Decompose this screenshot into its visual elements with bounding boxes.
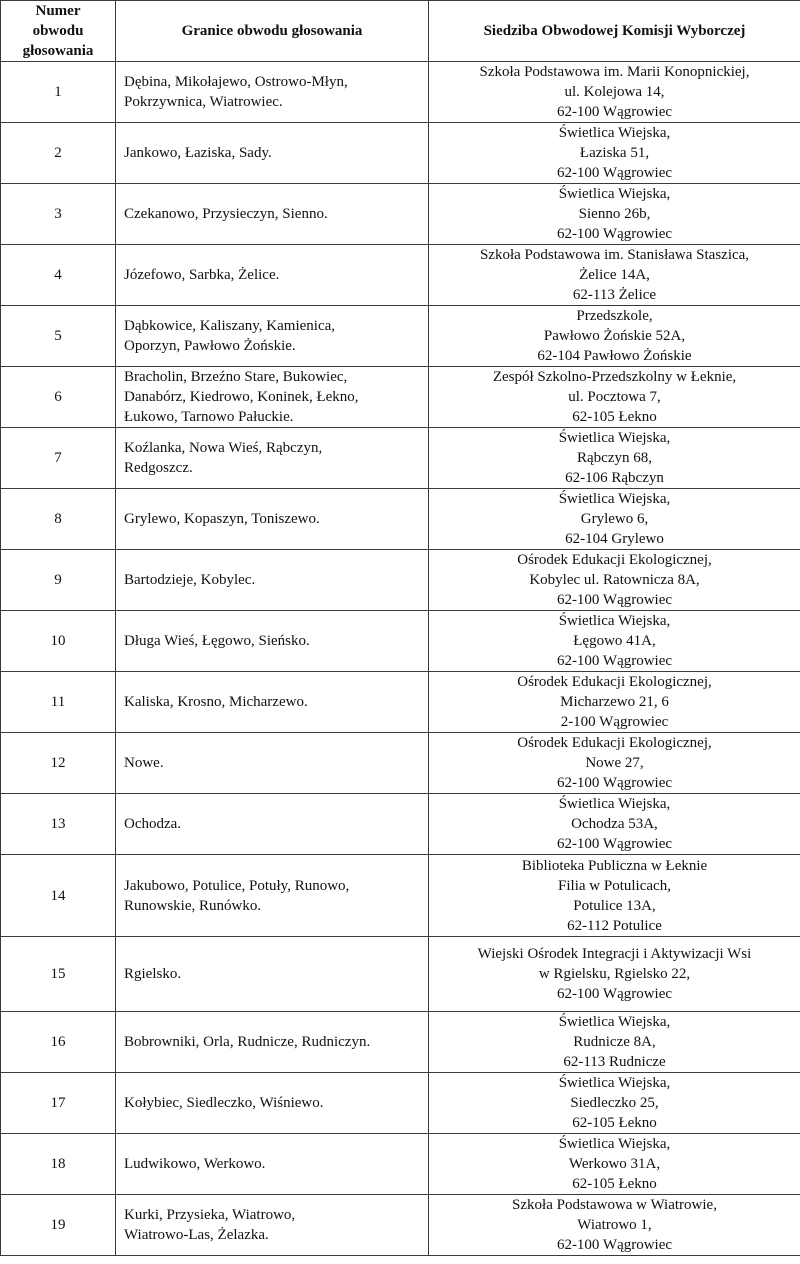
seat-line: Świetlica Wiejska, [558,491,671,507]
table-row [1,428,800,489]
boundaries-line: Józefowo, Sarbka, Żelice. [124,267,280,283]
district-boundaries [116,245,429,306]
commission-seat [429,1073,800,1134]
seat-line: Świetlica Wiejska, [558,1075,671,1091]
seat-line: Sienno 26b, [578,206,651,222]
seat-line: 62-100 Wągrowiec [556,104,673,120]
seat-line: 62-100 Wągrowiec [556,165,673,181]
district-boundaries [116,733,429,794]
seat-line: Świetlica Wiejska, [558,1014,671,1030]
seat-line: Łaziska 51, [579,145,650,161]
boundaries-line: Dąbkowice, Kaliszany, Kamienica, [124,318,336,334]
table-row [1,937,800,1012]
seat-line: Świetlica Wiejska, [558,613,671,629]
district-boundaries [116,62,429,123]
table-row [1,550,800,611]
seat-line: Rudnicze 8A, [573,1034,656,1050]
district-number: 4 [1,245,116,306]
seat-line: Szkoła Podstawowa im. Marii Konopnickiej, [479,64,750,80]
commission-seat [429,123,800,184]
seat-line: Wiatrowo 1, [577,1217,652,1233]
table-body [1,62,800,1256]
seat-line: Ochodza 53A, [571,816,658,832]
district-boundaries [116,1073,429,1134]
district-boundaries [116,306,429,367]
district-boundaries [116,937,429,1012]
commission-seat [429,937,800,1012]
seat-line: 62-100 Wągrowiec [556,1237,673,1253]
boundaries-line: Nowe. [124,755,164,771]
seat-line: Werkowo 31A, [568,1156,661,1172]
district-boundaries [116,428,429,489]
district-boundaries [116,550,429,611]
district-number: 3 [1,184,116,245]
seat-line: Filia w Potulicach, [558,877,671,894]
boundaries-line: Bobrowniki, Orla, Rudnicze, Rudniczyn. [124,1034,371,1050]
commission-seat [429,1195,800,1256]
district-number: 7 [1,428,116,489]
district-boundaries [116,367,429,428]
seat-line: 62-100 Wągrowiec [556,986,673,1002]
seat-line: Szkoła Podstawowa im. Stanisława Staszica, [479,247,750,263]
table-row [1,184,800,245]
seat-line: Pawłowo Żońskie 52A, [543,328,686,344]
commission-seat [429,794,800,855]
seat-line: w Rgielsku, Rgielsko 22, [538,966,691,982]
commission-seat [429,306,800,367]
commission-seat [429,1012,800,1073]
table-row [1,245,800,306]
seat-line: 62-113 Rudnicze [563,1054,666,1070]
boundaries-line: Łukowo, Tarnowo Pałuckie. [124,409,294,425]
district-number: 8 [1,489,116,550]
commission-seat [429,62,800,123]
district-number: 10 [1,611,116,672]
table-row [1,62,800,123]
table-row [1,1073,800,1134]
district-boundaries [116,1134,429,1195]
seat-line: Zespół Szkolno-Przedszkolny w Łeknie, [492,369,737,385]
boundaries-line: Bartodzieje, Kobylec. [124,572,256,588]
district-boundaries [116,611,429,672]
district-boundaries [116,855,429,937]
seat-line: Nowe 27, [585,755,644,771]
commission-seat [429,550,800,611]
header-number-line: Numer [35,3,81,19]
district-number: 9 [1,550,116,611]
district-boundaries [116,184,429,245]
table-row [1,672,800,733]
seat-line: Grylewo 6, [580,511,649,527]
seat-line: 2-100 Wągrowiec [560,714,669,730]
district-number: 18 [1,1134,116,1195]
district-number: 13 [1,794,116,855]
district-boundaries [116,123,429,184]
boundaries-line: Jakubowo, Potulice, Potuły, Runowo, [124,877,350,894]
commission-seat [429,489,800,550]
table-row [1,1012,800,1073]
seat-line: Wiejski Ośrodek Integracji i Aktywizacji Wsi [477,946,752,962]
boundaries-line: Rgielsko. [124,966,182,982]
seat-line: Świetlica Wiejska, [558,796,671,812]
seat-line: ul. Kolejowa 14, [564,84,665,100]
boundaries-line: Pokrzywnica, Wiatrowiec. [124,94,283,110]
seat-line: 62-105 Łekno [572,409,657,425]
seat-line: Micharzewo 21, 6 [560,694,669,710]
boundaries-line: Kurki, Przysieka, Wiatrowo, [124,1207,296,1223]
seat-line: Kobylec ul. Ratownicza 8A, [529,572,700,588]
seat-line: Ośrodek Edukacji Ekologicznej, [517,674,712,690]
seat-line: Żelice 14A, [579,267,650,283]
seat-line: 62-100 Wągrowiec [556,836,673,852]
seat-line: Ośrodek Edukacji Ekologicznej, [517,735,712,751]
table-row [1,611,800,672]
table-row [1,733,800,794]
commission-seat [429,672,800,733]
seat-line: 62-100 Wągrowiec [556,592,673,608]
header-seat: Siedziba Obwodowej Komisji Wyborczej [429,1,800,62]
table-row [1,123,800,184]
seat-line: ul. Pocztowa 7, [568,389,661,405]
boundaries-line: Danabórz, Kiedrowo, Koninek, Łekno, [124,389,359,405]
seat-line: 62-113 Żelice [572,287,657,303]
district-number: 12 [1,733,116,794]
seat-line: Siedleczko 25, [570,1095,659,1111]
header-number [1,1,116,62]
commission-seat [429,611,800,672]
seat-line: Przedszkole, [576,308,653,324]
table-row [1,1195,800,1256]
boundaries-line: Redgoszcz. [124,460,193,476]
boundaries-line: Jankowo, Łaziska, Sady. [124,145,272,161]
district-number: 15 [1,937,116,1012]
boundaries-line: Wiatrowo-Las, Żelazka. [124,1227,269,1243]
district-number: 17 [1,1073,116,1134]
seat-line: Świetlica Wiejska, [558,430,671,446]
commission-seat [429,733,800,794]
seat-line: 62-105 Łekno [572,1176,657,1192]
commission-seat [429,184,800,245]
boundaries-line: Koźlanka, Nowa Wieś, Rąbczyn, [124,440,323,456]
header-number-line: głosowania [22,43,94,59]
boundaries-line: Dębina, Mikołajewo, Ostrowo-Młyn, [124,74,348,90]
seat-line: Ośrodek Edukacji Ekologicznej, [517,552,712,568]
seat-line: Łęgowo 41A, [573,633,656,649]
district-number: 16 [1,1012,116,1073]
seat-line: 62-105 Łekno [572,1115,657,1131]
seat-line: 62-104 Pawłowo Żońskie [537,348,692,364]
district-number: 11 [1,672,116,733]
boundaries-line: Bracholin, Brzeźno Stare, Bukowiec, [124,369,348,385]
commission-seat [429,428,800,489]
seat-line: Szkoła Podstawowa w Wiatrowie, [512,1197,717,1213]
boundaries-line: Oporzyn, Pawłowo Żońskie. [124,338,296,354]
boundaries-line: Kołybiec, Siedleczko, Wiśniewo. [124,1095,324,1111]
seat-line: 62-106 Rąbczyn [565,470,664,486]
seat-line: Świetlica Wiejska, [558,186,671,202]
header-number-line: obwodu [32,23,84,39]
boundaries-line: Kaliska, Krosno, Micharzewo. [124,694,308,710]
table-row [1,855,800,937]
commission-seat [429,855,800,937]
district-number: 5 [1,306,116,367]
district-boundaries [116,489,429,550]
seat-line: Świetlica Wiejska, [558,1136,671,1152]
seat-line: 62-112 Potulice [567,917,662,934]
table-row [1,489,800,550]
commission-seat [429,245,800,306]
district-boundaries [116,794,429,855]
district-number: 19 [1,1195,116,1256]
commission-seat [429,367,800,428]
boundaries-line: Runowskie, Runówko. [124,897,262,914]
seat-line: Biblioteka Publiczna w Łeknie [521,857,708,874]
district-boundaries [116,1195,429,1256]
boundaries-line: Ludwikowo, Werkowo. [124,1156,266,1172]
header-area: Granice obwodu głosowania [116,1,429,62]
seat-line: Świetlica Wiejska, [558,125,671,141]
boundaries-line: Grylewo, Kopaszyn, Toniszewo. [124,511,320,527]
seat-line: 62-104 Grylewo [565,531,664,547]
table-row [1,367,800,428]
seat-line: 62-100 Wągrowiec [556,775,673,791]
district-number: 14 [1,855,116,937]
table-row [1,1134,800,1195]
district-number: 2 [1,123,116,184]
table-row [1,794,800,855]
boundaries-line: Ochodza. [124,816,182,832]
seat-line: 62-100 Wągrowiec [556,226,673,242]
seat-line: Potulice 13A, [573,897,656,914]
table-row [1,306,800,367]
seat-line: 62-100 Wągrowiec [556,653,673,669]
commission-seat [429,1134,800,1195]
district-number: 6 [1,367,116,428]
district-boundaries [116,1012,429,1073]
district-number: 1 [1,62,116,123]
boundaries-line: Czekanowo, Przysieczyn, Sienno. [124,206,328,222]
seat-line: Rąbczyn 68, [577,450,652,466]
boundaries-line: Długa Wieś, Łęgowo, Sieńsko. [124,633,310,649]
header-row [1,1,800,62]
district-boundaries [116,672,429,733]
